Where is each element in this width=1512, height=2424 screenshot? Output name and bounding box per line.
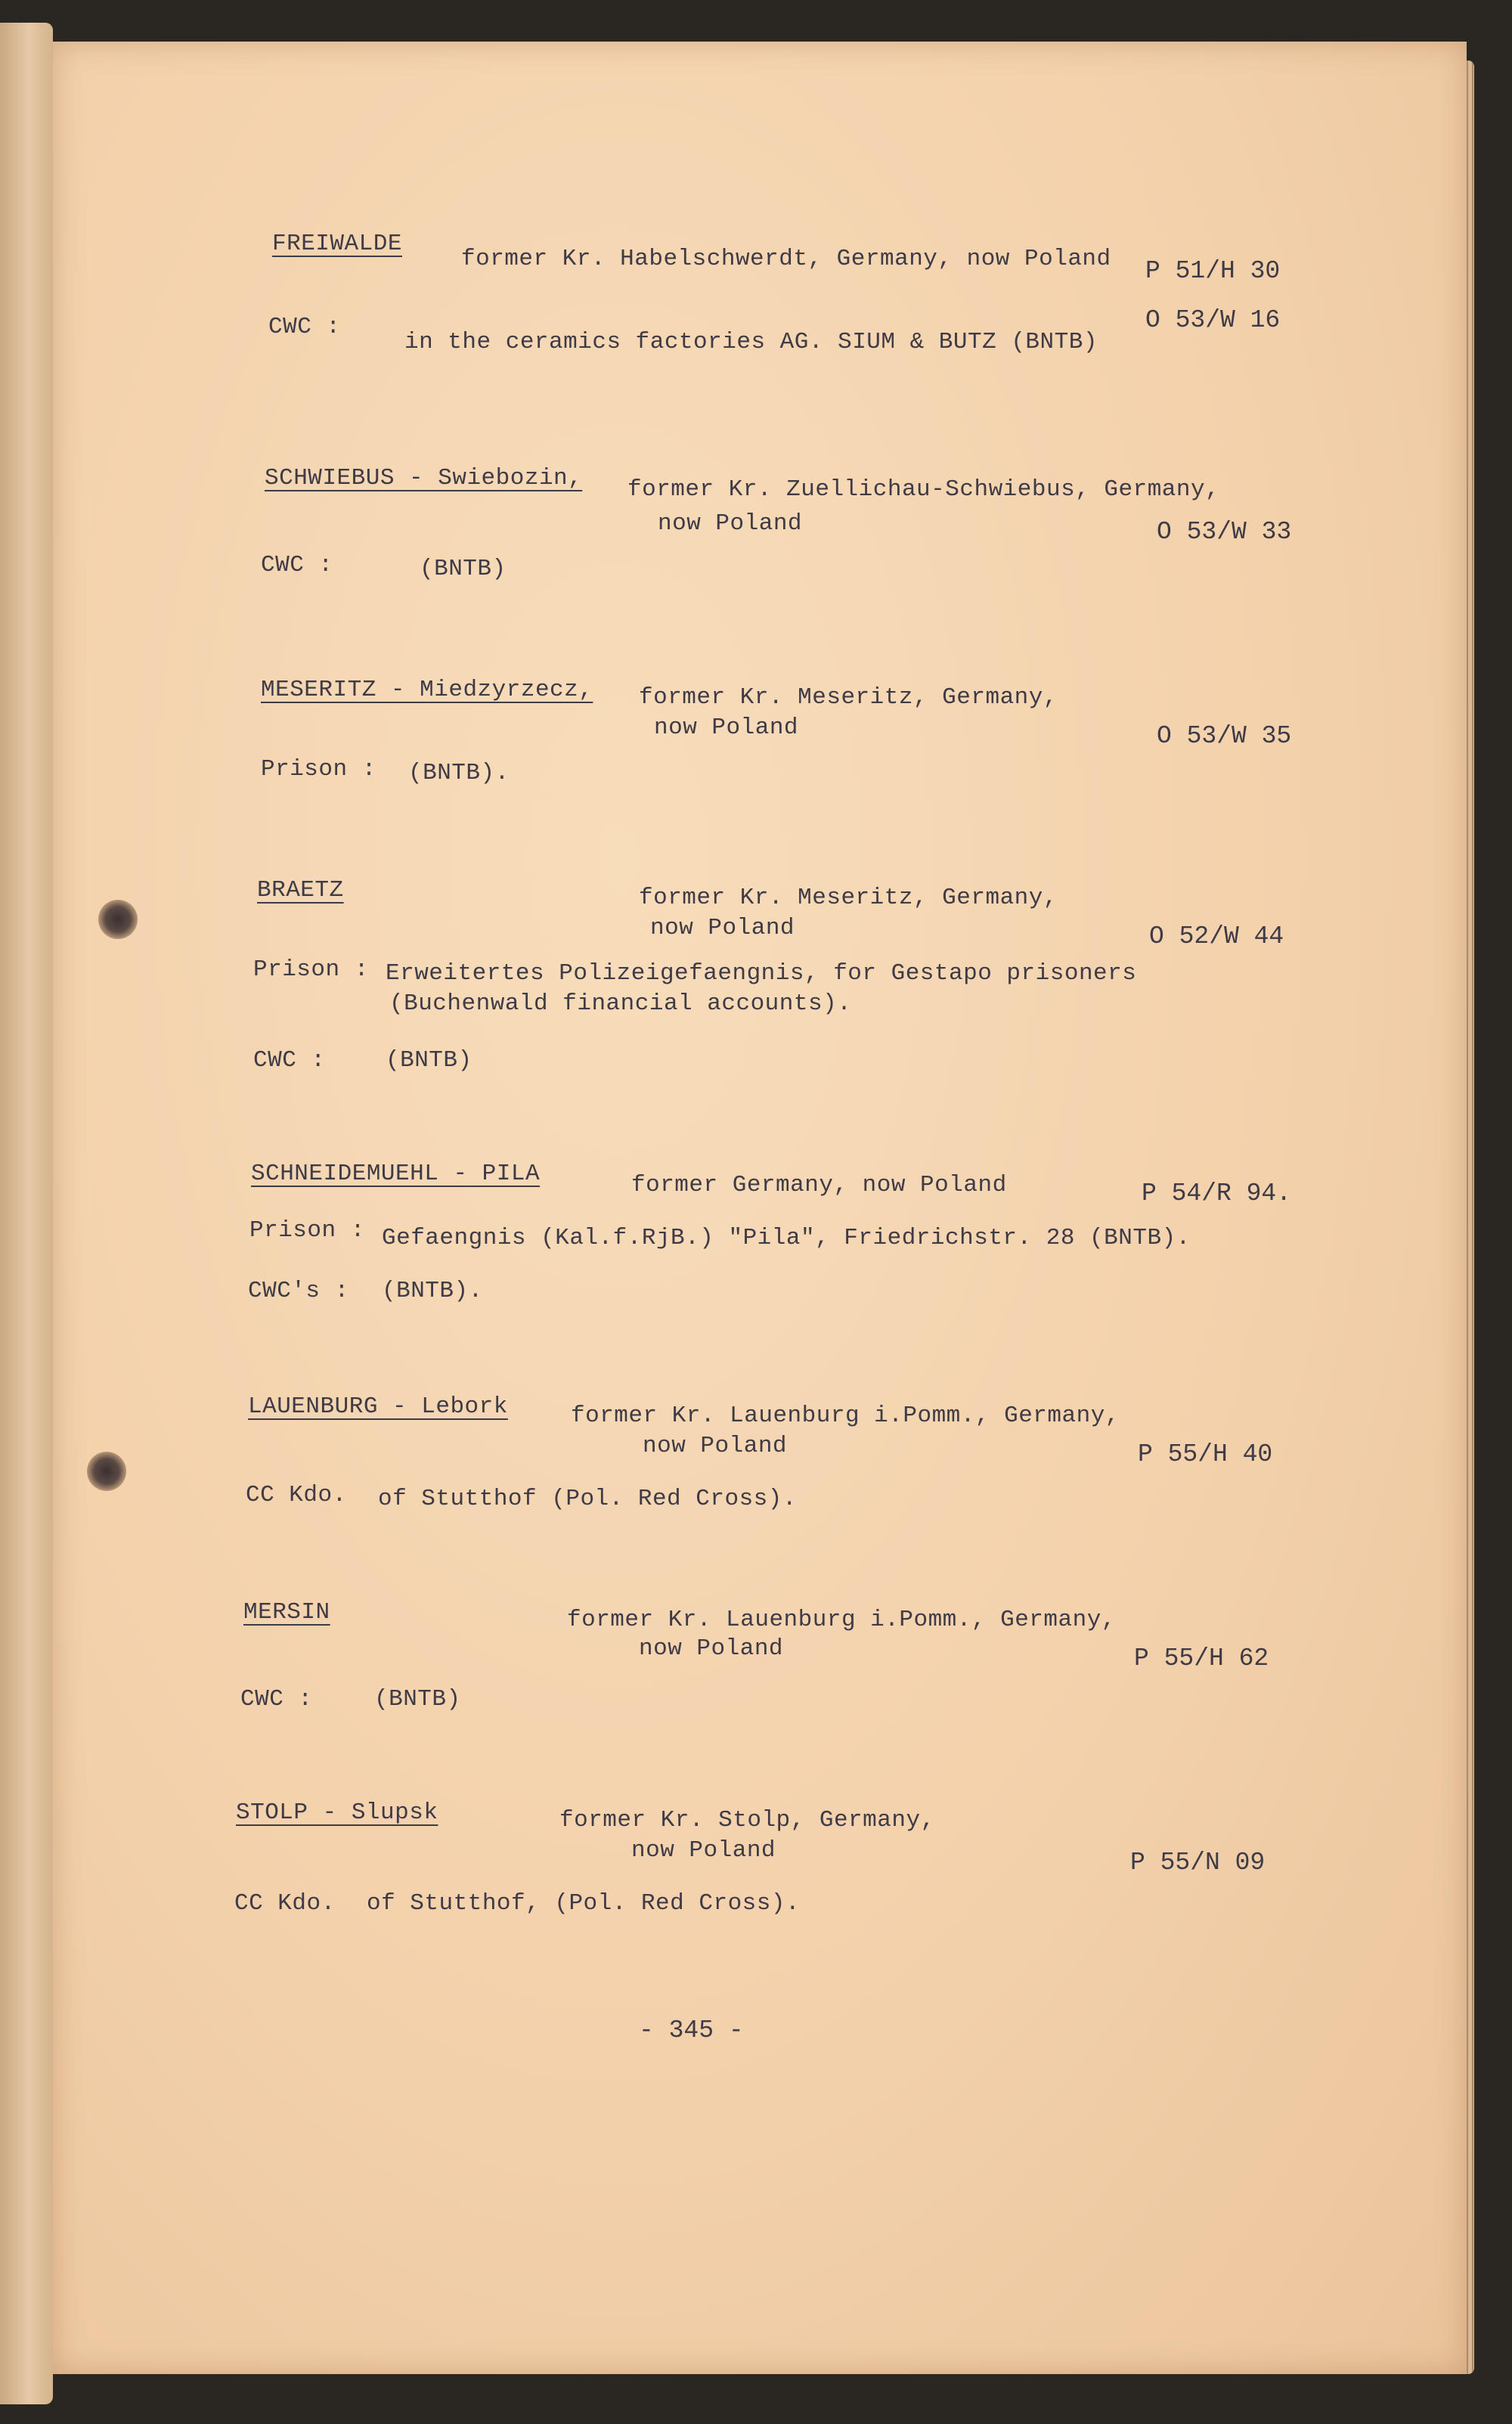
entry-detail-cont: (Buchenwald financial accounts). <box>389 990 852 1017</box>
former-location: former Kr. Lauenburg i.Pomm., Germany, <box>571 1403 1120 1429</box>
document-page <box>53 42 1467 2374</box>
former-location: former Kr. Meseritz, Germany, <box>639 684 1058 711</box>
map-reference: O 52/W 44 <box>1149 922 1284 950</box>
book-left-page-edge <box>0 23 53 2404</box>
former-location: former Germany, now Poland <box>631 1172 1007 1198</box>
former-location: former Kr. Meseritz, Germany, <box>639 885 1058 911</box>
entry-label: CC Kdo. <box>234 1890 336 1917</box>
place-name: MESERITZ - Miedzyrzecz, <box>261 677 593 703</box>
entry-label: CWC : <box>261 552 333 578</box>
punch-hole-top <box>98 900 138 939</box>
entry-label: CWC : <box>253 1047 326 1074</box>
entry-label: CWC : <box>240 1686 313 1713</box>
map-reference: P 51/H 30 <box>1145 257 1281 285</box>
map-reference: O 53/W 16 <box>1145 306 1281 334</box>
map-reference: P 55/H 40 <box>1138 1440 1273 1468</box>
punch-hole-bottom <box>87 1452 126 1491</box>
map-reference: O 53/W 33 <box>1157 518 1292 546</box>
place-name: SCHWIEBUS - Swiebozin, <box>265 465 583 491</box>
former-location: former Kr. Habelschwerdt, Germany, now Poland <box>461 246 1111 272</box>
place-name: STOLP - Slupsk <box>236 1799 438 1826</box>
map-reference: P 55/H 62 <box>1134 1644 1269 1672</box>
entry-detail: in the ceramics factories AG. SIUM & BUTZ (BNTB) <box>404 329 1098 355</box>
entry-label: CWC : <box>268 314 341 340</box>
former-location: former Kr. Zuellichau-Schwiebus, Germany, <box>627 476 1220 503</box>
entry-label: CWC's : <box>248 1278 349 1304</box>
former-location-cont: now Poland <box>643 1433 788 1459</box>
entry-detail: (BNTB). <box>408 760 510 786</box>
entry-detail: (BNTB) <box>374 1686 461 1713</box>
former-location-cont: now Poland <box>639 1635 784 1662</box>
entry-label: Prison : <box>249 1217 365 1244</box>
map-reference: O 53/W 35 <box>1157 722 1292 750</box>
former-location-cont: now Poland <box>650 915 795 941</box>
place-name: SCHNEIDEMUEHL - PILA <box>251 1161 541 1187</box>
place-name: LAUENBURG - Lebork <box>248 1393 508 1420</box>
former-location: former Kr. Lauenburg i.Pomm., Germany, <box>567 1607 1116 1633</box>
place-name: MERSIN <box>243 1599 330 1626</box>
map-reference: P 55/N 09 <box>1130 1849 1266 1877</box>
entry-detail: (BNTB) <box>386 1047 472 1074</box>
former-location: former Kr. Stolp, Germany, <box>559 1807 935 1833</box>
former-location-cont: now Poland <box>654 714 799 741</box>
entry-detail: of Stutthof (Pol. Red Cross). <box>378 1486 797 1512</box>
map-reference: P 54/R 94. <box>1142 1179 1292 1207</box>
place-name: BRAETZ <box>257 877 344 904</box>
former-location-cont: now Poland <box>658 510 803 537</box>
former-location-cont: now Poland <box>631 1837 776 1864</box>
entry-detail: (BNTB). <box>382 1278 483 1304</box>
entry-label: Prison : <box>261 756 376 783</box>
entry-detail: Gefaengnis (Kal.f.RjB.) "Pila", Friedrichstr. 28 (BNTB). <box>382 1225 1191 1251</box>
entry-detail: of Stutthof, (Pol. Red Cross). <box>367 1890 801 1917</box>
page-number: - 345 - <box>639 2016 744 2044</box>
entry-label: CC Kdo. <box>246 1482 347 1508</box>
entry-label: Prison : <box>253 956 369 983</box>
entry-detail: Erweitertes Polizeigefaengnis, for Gestapo prisoners <box>386 960 1137 987</box>
place-name: FREIWALDE <box>272 231 402 257</box>
entry-detail: (BNTB) <box>420 556 507 582</box>
